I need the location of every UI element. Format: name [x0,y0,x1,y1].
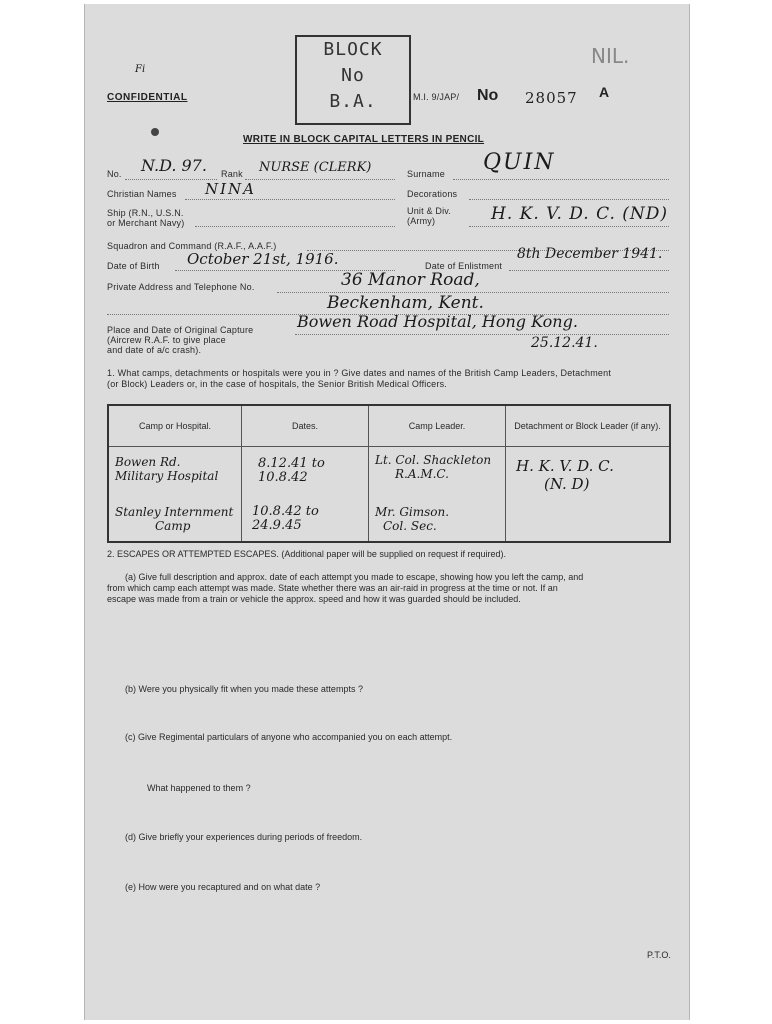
q2d: (d) Give briefly your experiences during periods of freedom. [125,832,363,842]
christian-value: NINA [205,180,257,198]
detachment-leader: H. K. V. D. C. [516,457,614,475]
camp-dates: 10.8.42 to [252,504,319,519]
capture-date: 25.12.41. [531,335,598,351]
surname-label: Surname [407,169,445,179]
no-value: N.D. 97. [141,156,207,175]
surname-value: QUIN [483,150,556,175]
address-label: Private Address and Telephone No. [107,282,255,292]
ship-label-1: Ship (R.N., U.S.N. [107,208,184,218]
enlistment-label: Date of Enlistment [425,261,503,271]
form-ref: M.I. 9/JAP/ [413,92,460,102]
capture-label-2: (Aircrew R.A.F. to give place [107,335,226,345]
unit-label-1: Unit & Div. [407,206,452,216]
q1-line-2: (or Block) Leaders or, in the case of hospitals, the Senior British Medical Officers. [107,379,447,389]
address-line-2: Beckenham, Kent. [327,293,484,313]
corner-mark: Fi [135,64,146,75]
ship-label-2: or Merchant Navy) [107,218,185,228]
camp-dates: 10.8.42 [258,470,308,485]
stamp-line-1: BLOCK [323,39,383,60]
camp-leader: Lt. Col. Shackleton [375,453,492,467]
dob-value: October 21st, 1916. [187,250,339,268]
capture-place: Bowen Road Hospital, Hong Kong. [297,312,578,331]
col-detachment: Detachment or Block Leader (if any). [506,405,671,447]
q2c: (c) Give Regimental particulars of anyone who accompanied you on each attempt. [125,732,453,742]
camp-dates: 24.9.45 [252,518,302,533]
camp-leader: Col. Sec. [383,519,437,533]
address-line-1: 36 Manor Road, [341,270,480,290]
serial-number: 28057 [525,89,578,107]
pto-label: P.T.O. [647,950,671,960]
squadron-label: Squadron and Command (R.A.F., A.A.F.) [107,241,277,251]
nil-note: NIL. [591,44,630,68]
capture-label-1: Place and Date of Original Capture [107,325,254,335]
rank-label: Rank [221,169,243,179]
no-label: No. [107,169,122,179]
block-stamp [295,35,411,125]
q2-title: 2. ESCAPES OR ATTEMPTED ESCAPES. (Additional paper will be supplied on request if required). [107,549,507,559]
table-row [108,495,670,542]
confidential-label: CONFIDENTIAL [107,92,188,103]
q2a-line-1: (a) Give full description and approx. date of each attempt you made to escape, showing how you left the camp, and [125,572,584,582]
camps-table [107,404,671,543]
camp-name: Military Hospital [115,469,219,483]
camp-name: Stanley Internment [115,505,234,519]
q1-line-1: 1. What camps, detachments or hospitals were you in ? Give dates and names of the British Camp Leaders, Detachment [107,368,612,378]
capture-label-3: and date of a/c crash). [107,345,202,355]
stamp-line-3: B.A. [329,91,377,112]
q2e: (e) How were you recaptured and on what date ? [125,882,321,892]
stamp-line-2: No [341,65,365,86]
unit-label-2: (Army) [407,216,436,226]
unit-value: H. K. V. D. C. (ND) [491,204,669,224]
form-sheet [84,4,690,1020]
dob-label: Date of Birth [107,261,160,271]
enlistment-value: 8th December 1941. [517,246,663,262]
q2a-line-3: escape was made from a train or vehicle the approx. speed and how it was guarded should be included. [107,594,521,604]
decorations-label: Decorations [407,189,458,199]
col-dates: Dates. [242,405,369,447]
camp-dates: 8.12.41 to [258,456,325,471]
table-row [108,447,670,496]
q2a-line-2: from which camp each attempt was made. State whether there was an air-raid in progress at the time or not. If an [107,583,558,593]
detachment-leader: (N. D) [544,475,590,493]
punch-hole [151,128,159,136]
q2b: (b) Were you physically fit when you made these attempts ? [125,684,363,694]
instruction-heading: WRITE IN BLOCK CAPITAL LETTERS IN PENCIL [243,134,485,145]
camp-name: Camp [155,519,191,533]
rank-value: NURSE (CLERK) [259,160,372,175]
camp-leader: R.A.M.C. [395,467,449,481]
camp-leader: Mr. Gimson. [375,505,450,519]
col-camp: Camp or Hospital. [108,405,242,447]
q2c-followup: What happened to them ? [147,783,251,793]
camp-name: Bowen Rd. [115,455,181,469]
number-label: No [477,87,499,104]
col-leader: Camp Leader. [369,405,506,447]
christian-label: Christian Names [107,189,177,199]
number-suffix: A [599,84,610,100]
